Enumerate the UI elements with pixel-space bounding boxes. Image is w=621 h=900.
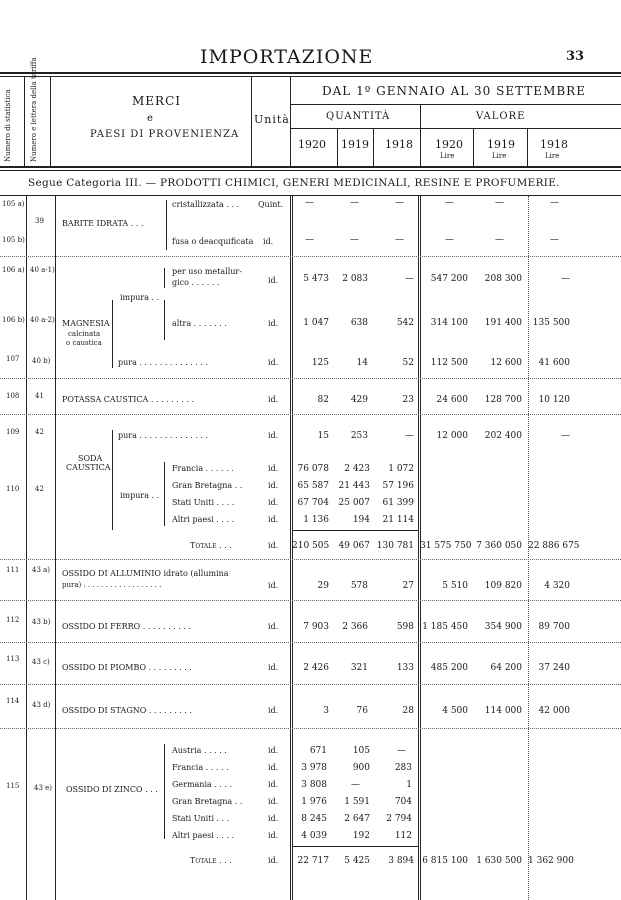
goods-name: BARITE IDRATA . . . — [62, 219, 144, 228]
unit-label: id. — [268, 581, 279, 590]
unit-label: id. — [268, 481, 279, 490]
value-q1918: — — [405, 274, 414, 284]
value-q1920: 125 — [311, 358, 329, 368]
value-q1919: 2 647 — [344, 814, 370, 824]
value-q1919: 2 083 — [342, 274, 368, 284]
unit-label: id. — [268, 319, 279, 328]
tariff-number: 40 a-1) — [30, 266, 55, 274]
value-q1920: 671 — [309, 746, 327, 756]
header-top-rule — [0, 72, 621, 74]
value-v1920: 4 500 — [442, 706, 468, 716]
value-q1919: 192 — [352, 831, 370, 841]
stat-number: 112 — [6, 616, 20, 624]
goods-name: SODA — [78, 454, 103, 463]
tariff-number: 40 a-2) — [30, 316, 55, 324]
goods-name: OSSIDO DI ALLUMINIO idrato (allumina — [62, 569, 229, 578]
value-q1919: 2 423 — [344, 464, 370, 474]
value-q1918: 598 — [396, 622, 414, 632]
stat-number: 108 — [6, 392, 20, 400]
value-v1919: 202 400 — [484, 431, 522, 441]
value-q1920: 3 978 — [301, 763, 327, 773]
value-v1919: 12 600 — [490, 358, 522, 368]
value-q1920: 1 047 — [303, 318, 329, 328]
value-v1920: 5 510 — [442, 581, 468, 591]
stat-number: 110 — [6, 485, 20, 493]
unit-label: id. — [268, 622, 279, 631]
value-q1919: 900 — [352, 763, 370, 773]
unit-label: id. — [268, 780, 279, 789]
category-label: per uso metallur- — [172, 267, 242, 276]
year-q-1918: 1918 — [385, 138, 413, 151]
unit-label: id. — [268, 498, 279, 507]
header-period: DAL 1º GENNAIO AL 30 SETTEMBRE — [322, 84, 586, 98]
row-rule — [0, 378, 621, 379]
stat-number: 114 — [6, 697, 20, 705]
header-e: e — [147, 113, 154, 124]
body-col-sep — [26, 196, 27, 900]
country-name: Stati Uniti . . . . — [172, 498, 235, 507]
section-heading: Segue Categoria III. — PRODOTTI CHIMICI, GENERI MEDICINALI, RESINE E PROFUMERIE. — [28, 177, 560, 189]
country-name: Gran Bretagna . . — [172, 797, 243, 806]
value-q1919: — — [350, 198, 359, 208]
value-v1918: — — [550, 198, 559, 208]
value-q1918: 27 — [402, 581, 414, 591]
stat-number: 107 — [6, 355, 20, 363]
goods-name: OSSIDO DI FERRO . . . . . . . . . . — [62, 622, 192, 631]
value-v1920: 24 600 — [436, 395, 468, 405]
value-v1918: 37 240 — [538, 663, 570, 673]
brace — [112, 430, 113, 530]
value-q1920: 2 426 — [303, 663, 329, 673]
value-q1919: 105 — [352, 746, 370, 756]
brace — [166, 200, 167, 250]
col-sep — [420, 104, 421, 166]
value-v1919: 208 300 — [484, 274, 522, 284]
goods-name: MAGNESIA — [62, 319, 110, 328]
unit-label: id. — [268, 706, 279, 715]
col-sep — [337, 128, 338, 166]
value-q1920: 1 136 — [303, 515, 329, 525]
header-paesi: PAESI DI PROVENIENZA — [90, 129, 240, 140]
value-q1919: 14 — [356, 358, 368, 368]
value-q1920: 15 — [317, 431, 329, 441]
value-q1918: 704 — [394, 797, 412, 807]
value-q1919: 76 — [356, 706, 368, 716]
tariff-number: 39 — [35, 217, 44, 225]
brace — [164, 300, 165, 340]
goods-name: POTASSA CAUSTICA . . . . . . . . . — [62, 395, 195, 404]
tariff-number: 43 e) — [34, 784, 53, 792]
value-q1919: — — [351, 780, 360, 790]
tariff-number: 42 — [35, 428, 44, 436]
value-q1918: 52 — [402, 358, 414, 368]
total-q1920: 22 717 — [297, 856, 329, 866]
unit-label: id. — [268, 358, 279, 367]
value-q1920: — — [305, 198, 314, 208]
tariff-number: 43 d) — [32, 701, 51, 709]
value-q1920: 82 — [317, 395, 329, 405]
value-v1918: 42 000 — [538, 706, 570, 716]
value-q1918: 2 794 — [386, 814, 412, 824]
header-merci: MERCI — [132, 94, 182, 108]
brace — [164, 744, 165, 839]
col-sep — [527, 128, 528, 166]
stat-number: 109 — [6, 428, 20, 436]
value-q1918: 542 — [396, 318, 414, 328]
value-q1918: — — [397, 746, 406, 756]
value-v1918: — — [550, 235, 559, 245]
total-q1919: 5 425 — [344, 856, 370, 866]
goods-subname: o caustica — [66, 339, 102, 347]
col-sep — [50, 77, 51, 166]
impura-label: impura . . — [120, 293, 160, 302]
subtotal-rule — [292, 530, 418, 531]
brace — [164, 268, 165, 288]
category-label: pura . . . . . . . . . . . . . . — [118, 431, 209, 440]
value-v1920: — — [445, 198, 454, 208]
category-label: altra . . . . . . . — [172, 319, 227, 328]
unit-label: Quint. — [258, 200, 284, 209]
value-q1920: 76 078 — [297, 464, 329, 474]
total-q1918: 3 894 — [388, 856, 414, 866]
header-sub-rule — [290, 128, 621, 129]
page-number: 33 — [566, 49, 585, 64]
total-v1920: 31 575 750 — [420, 541, 472, 551]
unit-label: id. — [268, 276, 279, 285]
unit-label: id. — [268, 431, 279, 440]
country-name: Austria . . . . . — [172, 746, 227, 755]
value-q1919: 638 — [350, 318, 368, 328]
value-q1918: 23 — [402, 395, 414, 405]
stat-number: 115 — [6, 782, 20, 790]
value-v1918: 89 700 — [538, 622, 570, 632]
unit-label: id. — [268, 746, 279, 755]
body-col-sep — [55, 196, 56, 900]
header-top-rule-thin — [0, 76, 621, 77]
value-v1920: 314 100 — [430, 318, 468, 328]
value-q1920: 67 704 — [297, 498, 329, 508]
goods-name: CAUSTICA — [66, 463, 111, 472]
value-v1919: 191 400 — [484, 318, 522, 328]
tariff-number: 40 b) — [32, 357, 51, 365]
country-name: Altri paesi . . . . — [172, 831, 235, 840]
value-q1920: 29 — [317, 581, 329, 591]
value-q1919: 321 — [350, 663, 368, 673]
total-v1918: 22 886 675 — [528, 541, 580, 551]
value-q1918: 57 196 — [382, 481, 414, 491]
total-q1919: 49 067 — [338, 541, 370, 551]
col-sep — [251, 77, 252, 166]
goods-name: pura) . . . . . . . . . . . . . . . . . . — [62, 581, 162, 589]
unit-label: id. — [268, 856, 279, 865]
value-q1918: 28 — [402, 706, 414, 716]
col-sep — [290, 77, 291, 166]
value-v1918: 10 120 — [538, 395, 570, 405]
stat-number: 106 a) — [2, 266, 25, 274]
value-q1920: 3 808 — [301, 780, 327, 790]
unit-label: id. — [268, 541, 279, 550]
total-v1920: 6 815 100 — [422, 856, 468, 866]
value-q1918: 112 — [394, 831, 412, 841]
value-v1920: — — [445, 235, 454, 245]
stat-number: 111 — [6, 566, 20, 574]
value-q1920: 3 — [323, 706, 329, 716]
value-q1920: 65 587 — [297, 481, 329, 491]
country-name: Germania . . . . — [172, 780, 233, 789]
value-q1919: 25 007 — [338, 498, 370, 508]
value-q1918: 1 072 — [388, 464, 414, 474]
year-v-1920: 1920 — [435, 138, 463, 151]
value-v1918: 135 500 — [532, 318, 570, 328]
unit-label: id. — [268, 515, 279, 524]
value-v1920: 485 200 — [430, 663, 468, 673]
category-label: pura . . . . . . . . . . . . . . — [118, 358, 209, 367]
subtotal-rule — [292, 846, 418, 847]
stat-number: 105 a) — [2, 200, 25, 208]
goods-name: OSSIDO DI PIOMBO . . . . . . . . . — [62, 663, 192, 672]
category-label: cristallizzata . . . — [172, 200, 240, 209]
goods-name: OSSIDO DI ZINCO . . . — [66, 785, 158, 794]
category-label: fusa o deacquificata — [172, 237, 254, 246]
row-rule — [0, 414, 621, 415]
body-col-sep — [290, 196, 291, 900]
row-rule — [0, 728, 621, 729]
unit-label: id. — [268, 831, 279, 840]
value-v1918: — — [561, 274, 570, 284]
lire-label: Lire — [440, 152, 455, 160]
year-q-1919: 1919 — [341, 138, 369, 151]
row-rule — [0, 600, 621, 601]
country-name: Altri paesi . . . . — [172, 515, 235, 524]
value-q1918: 61 399 — [382, 498, 414, 508]
brace — [112, 300, 113, 368]
value-v1919: 64 200 — [490, 663, 522, 673]
value-q1919: 429 — [350, 395, 368, 405]
tariff-number: 43 c) — [32, 658, 50, 666]
value-v1919: 109 820 — [484, 581, 522, 591]
value-q1918: — — [405, 431, 414, 441]
value-q1919: 21 443 — [338, 481, 370, 491]
col-sep — [473, 128, 474, 166]
header-period-rule — [290, 104, 621, 105]
row-rule — [0, 642, 621, 643]
value-q1919: — — [350, 235, 359, 245]
page-title: IMPORTAZIONE — [200, 46, 374, 68]
value-v1918: 4 320 — [544, 581, 570, 591]
value-q1918: — — [395, 198, 404, 208]
unit-label: id. — [268, 464, 279, 473]
value-q1918: 1 — [406, 780, 412, 790]
stat-number: 113 — [6, 655, 20, 663]
value-v1919: 354 900 — [484, 622, 522, 632]
value-q1919: 194 — [352, 515, 370, 525]
tariff-number: 43 a) — [32, 566, 51, 574]
value-q1918: — — [395, 235, 404, 245]
value-q1919: 578 — [350, 581, 368, 591]
unit-label: id. — [268, 395, 279, 404]
lire-label: Lire — [492, 152, 507, 160]
value-v1920: 12 000 — [436, 431, 468, 441]
year-q-1920: 1920 — [298, 138, 326, 151]
impura-label: impura . . — [120, 491, 160, 500]
goods-subname: calcinata — [68, 330, 101, 338]
total-v1919: 1 630 500 — [476, 856, 522, 866]
value-v1919: — — [495, 198, 504, 208]
col-sep — [24, 77, 25, 166]
stat-number: 105 b) — [2, 236, 25, 244]
value-q1919: 253 — [350, 431, 368, 441]
country-name: Stati Uniti . . . — [172, 814, 230, 823]
unit-label: id. — [268, 814, 279, 823]
header-bottom-rule-thin — [0, 170, 621, 171]
goods-name: OSSIDO DI STAGNO . . . . . . . . . — [62, 706, 193, 715]
total-q1918: 130 781 — [376, 541, 414, 551]
value-q1918: 133 — [396, 663, 414, 673]
value-v1920: 547 200 — [430, 274, 468, 284]
total-v1919: 7 360 050 — [476, 541, 522, 551]
value-v1920: 1 185 450 — [422, 622, 468, 632]
value-q1919: 2 366 — [342, 622, 368, 632]
category-label: gico . . . . . . — [172, 278, 220, 287]
brace — [164, 462, 165, 526]
total-v1918: 1 362 900 — [528, 856, 574, 866]
total-label: Totale . . . — [190, 856, 232, 865]
value-q1920: 5 473 — [303, 274, 329, 284]
unit-label: id. — [268, 797, 279, 806]
header-valore: VALORE — [476, 111, 526, 122]
unit-label: id. — [263, 237, 274, 246]
total-q1920: 210 505 — [292, 541, 330, 551]
stat-number: 106 b) — [2, 316, 25, 324]
header-bottom-rule — [0, 166, 621, 168]
unit-label: id. — [268, 763, 279, 772]
tariff-number: 42 — [35, 485, 44, 493]
year-v-1919: 1919 — [487, 138, 515, 151]
value-q1920: 7 903 — [303, 622, 329, 632]
value-q1920: 4 039 — [301, 831, 327, 841]
row-rule — [0, 256, 621, 257]
country-name: Francia . . . . . — [172, 763, 229, 772]
body-col-sep — [418, 196, 419, 900]
tariff-number: 43 b) — [32, 618, 51, 626]
header-tariff-number: Numero e lettera della tariffa — [30, 57, 38, 162]
value-v1919: 128 700 — [484, 395, 522, 405]
col-sep — [373, 128, 374, 166]
unit-label: id. — [268, 663, 279, 672]
header-stat-number: Numero di statistica — [4, 89, 12, 162]
value-q1918: 21 114 — [382, 515, 414, 525]
value-q1920: — — [305, 235, 314, 245]
country-name: Francia . . . . . . — [172, 464, 234, 473]
lire-label: Lire — [545, 152, 560, 160]
value-v1918: 41 600 — [538, 358, 570, 368]
value-q1920: 1 976 — [301, 797, 327, 807]
value-q1920: 8 245 — [301, 814, 327, 824]
value-v1919: — — [495, 235, 504, 245]
year-v-1918: 1918 — [540, 138, 568, 151]
header-unita: Unità — [254, 113, 290, 126]
tariff-number: 41 — [35, 392, 44, 400]
country-name: Gran Bretagna . . — [172, 481, 243, 490]
value-v1920: 112 500 — [430, 358, 468, 368]
value-q1919: 1 591 — [344, 797, 370, 807]
value-v1918: — — [561, 431, 570, 441]
total-label: Totale . . . — [190, 541, 232, 550]
row-rule — [0, 559, 621, 560]
header-quantita: QUANTITÀ — [326, 111, 391, 122]
value-v1919: 114 000 — [484, 706, 522, 716]
row-rule — [0, 684, 621, 685]
value-q1918: 283 — [394, 763, 412, 773]
